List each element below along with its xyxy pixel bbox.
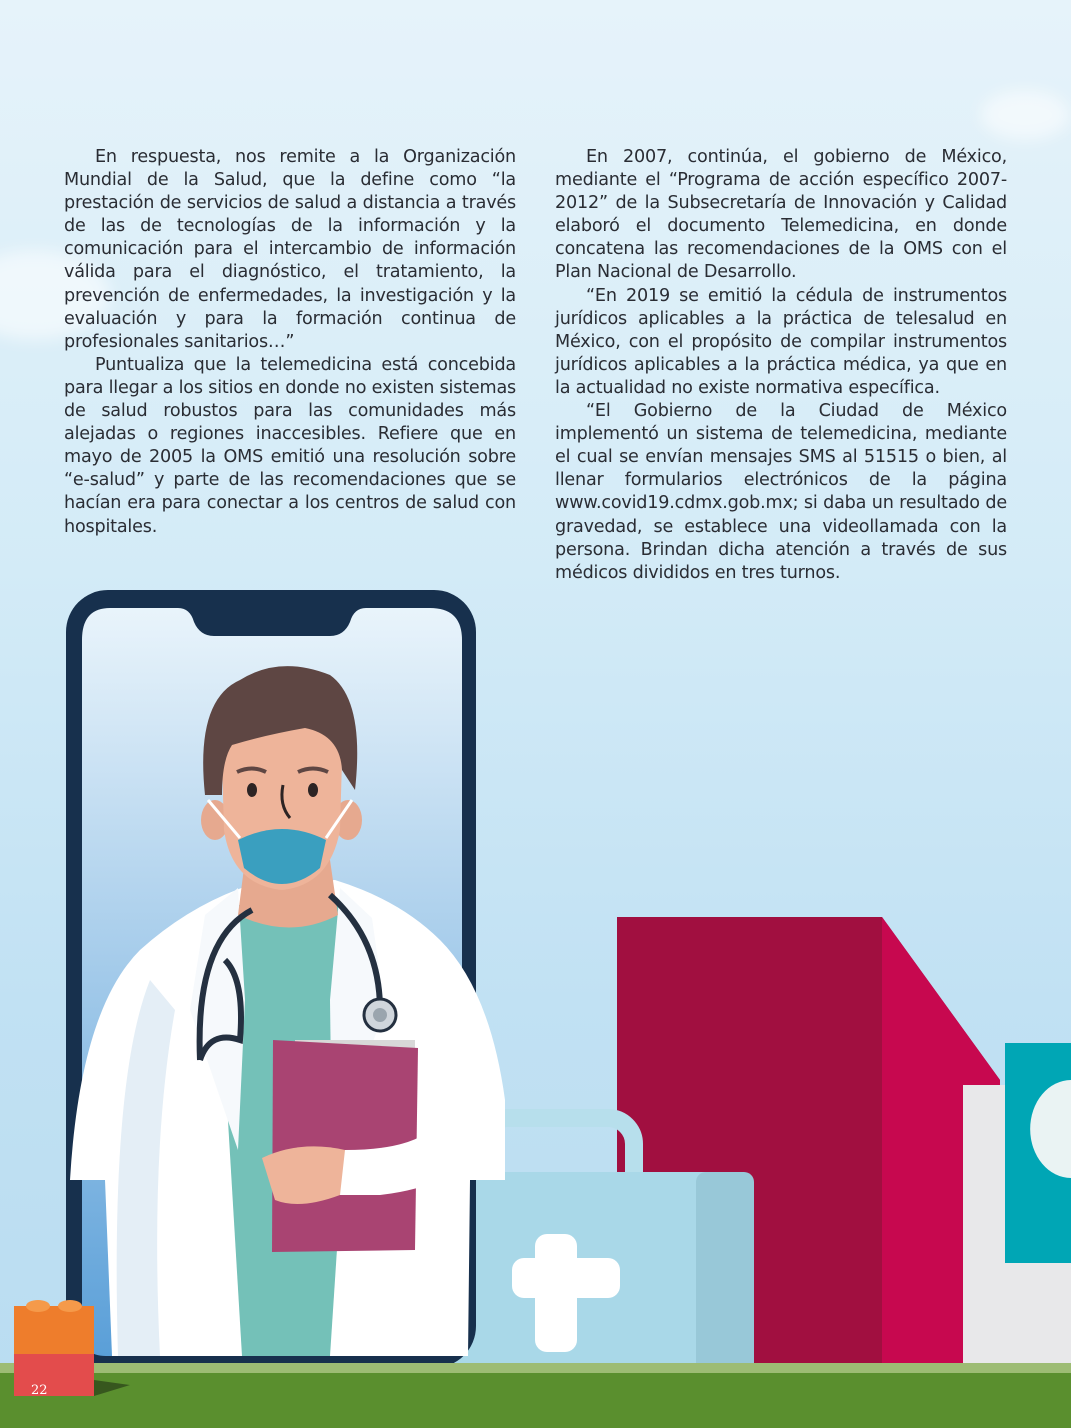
page-number: 22 [31,1383,48,1398]
grass-strip [0,1363,1071,1428]
paragraph: En 2007, continúa, el gobierno de México, mediante el “Programa de acción específico 2007-2012” de la Subsecretaría de Innovación y Calidad elaboró el documento Telemedicina, en donde concatena las recomendaciones de la OMS con el Plan Nacional de Desarrollo. [555,147,1007,283]
paragraph: “En 2019 se emitió la cédula de instrumentos jurídicos aplicables a la práctica de telesalud en México, con el propósito de compilar instrumentos jurídicos aplicables a la práctica médica, ya que en la actualidad no existe normativa específica. [555,285,1007,398]
paragraph: “El Gobierno de la Ciudad de México implementó un sistema de telemedicina, mediante el cual se envían mensajes SMS al 51515 o bien, al llenar formularios electrónicos de la página www.covid19.cdmx.gob.mx; si daba un resultado de gravedad, se establece una videollamada con la persona. Brindan dicha atención a través de sus médicos divididos en tres turnos. [555,401,1007,583]
paragraph: Puntualiza que la telemedicina está concebida para llegar a los sitios en donde no existen sistemas de salud robustos para las comunidades más alejadas o regiones inaccesibles. Refiere que en mayo de 2005 la OMS emitió una resolución sobre “e-salud” y parte de las recomendaciones que se hacían era para conectar a los centros de salud con hospitales. [64,354,516,537]
article-column-right [555,146,1007,585]
teal-building [963,1043,1071,1375]
article-column-left [64,146,516,539]
paragraph: En respuesta, nos remite a la Organización Mundial de la Salud, que la define como “la prestación de servicios de salud a distancia a través de las de tecnologías de la información y la comunicación para el intercambio de información válida para el diagnóstico, el tratamiento, la prevención de enfermedades, la investigación y la evaluación y para la formación continua de profesionales sanitarios…” [64,147,516,352]
